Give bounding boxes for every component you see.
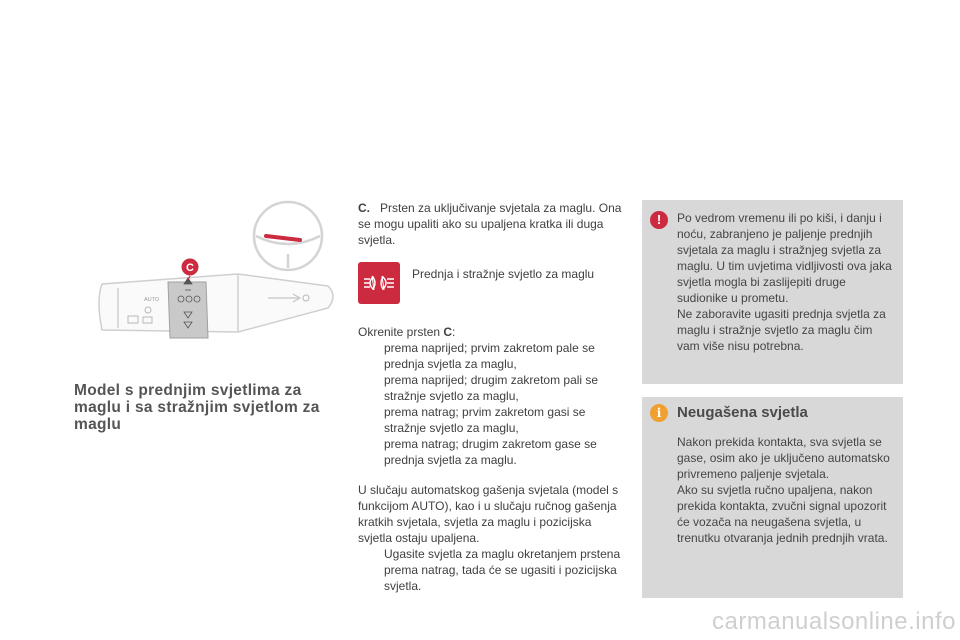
section-heading: Model s prednjim svjetlima za maglu i sa stražnjim svjetlom za maglu bbox=[74, 382, 320, 433]
fog-light-legend bbox=[358, 262, 626, 310]
info-text-2: Ako su svjetla ručno upaljena, nakon prekida kontakta, zvučni signal upozorit će vozača na neugašena svjetla, u trenutku otvaranja jednih prednjih vrata. bbox=[677, 483, 888, 545]
list-item-text: prema naprijed; drugim zakretom pali se stražnje svjetlo za maglu, bbox=[384, 373, 599, 403]
ring-c-paragraph bbox=[358, 200, 626, 248]
instructions-column bbox=[358, 200, 626, 608]
watermark: carmanualsonline.info bbox=[712, 608, 956, 635]
turn-ring-list bbox=[358, 340, 626, 468]
callout-c-letter: C bbox=[186, 262, 194, 274]
turn-ring-intro-text: Okrenite prsten bbox=[358, 325, 444, 339]
list-item bbox=[358, 404, 626, 436]
fog-light-symbol bbox=[363, 274, 395, 292]
list-item-text: prema natrag; drugim zakretom gase se prednja svjetla za maglu. bbox=[384, 437, 597, 467]
list-item bbox=[358, 340, 626, 372]
list-item bbox=[358, 436, 626, 468]
auto-off-paragraph: U slučaju automatskog gašenja svjetala (model s funkcijom AUTO), kao i u slučaju ručnog gašenja kratkih svjetala, svjetla za maglu i pozicijska svjetla ostaju upaljena. bbox=[358, 483, 619, 545]
auto-off-list bbox=[358, 546, 626, 594]
list-item-text: prema natrag; prvim zakretom gasi se stražnje svjetlo za maglu, bbox=[384, 405, 586, 435]
warning-icon: ! bbox=[650, 211, 668, 229]
info-icon: i bbox=[650, 404, 668, 422]
list-item-text: prema naprijed; prvim zakretom pale se prednja svjetla za maglu, bbox=[384, 341, 595, 371]
lighting-stalk-illustration bbox=[88, 200, 344, 360]
list-item bbox=[358, 546, 626, 594]
ring-c-letter: C. bbox=[358, 201, 370, 215]
info-panel bbox=[642, 397, 903, 598]
info-title: Neugašena svjetla bbox=[677, 404, 808, 421]
front-rear-fog-light-icon bbox=[358, 262, 400, 304]
turn-ring-intro-letter: C bbox=[443, 325, 453, 339]
warning-text-2: Ne zaboravite ugasiti prednja svjetla za maglu i stražnje svjetlo za maglu čim vam više nisu potrebna. bbox=[677, 307, 886, 353]
warning-text-1: Po vedrom vremenu ili po kiši, i danju i noću, zabranjeno je paljenje prednjih svjetala za maglu i stražnjeg svjetla za maglu. U tim uvjetima vidljivosti ova jaka svjetla mogla bi zaslijepiti druge sudionike u prometu. bbox=[677, 211, 892, 305]
list-item-text: Ugasite svjetla za maglu okretanjem prstena prema natrag, tada će se ugasiti i pozicijska svjetla. bbox=[384, 547, 621, 593]
lighting-stalk-drawing bbox=[88, 200, 344, 360]
fog-light-caption: Prednja i stražnje svjetlo za maglu bbox=[412, 267, 595, 281]
turn-ring-intro bbox=[358, 324, 626, 340]
indicator-stalk bbox=[266, 236, 300, 240]
stalk-auto-label: AUTO bbox=[144, 297, 160, 303]
ring-c-description: Prsten za uključivanje svjetala za maglu. Ona se mogu upaliti ako su upaljena kratka ili duga svjetla. bbox=[358, 201, 622, 247]
turn-ring-intro-end: : bbox=[452, 325, 456, 339]
warning-panel bbox=[642, 200, 903, 384]
list-item bbox=[358, 372, 626, 404]
info-text-1: Nakon prekida kontakta, sva svjetla se gase, osim ako je uključeno automatsko privremeno paljenje svjetala. bbox=[677, 435, 890, 481]
